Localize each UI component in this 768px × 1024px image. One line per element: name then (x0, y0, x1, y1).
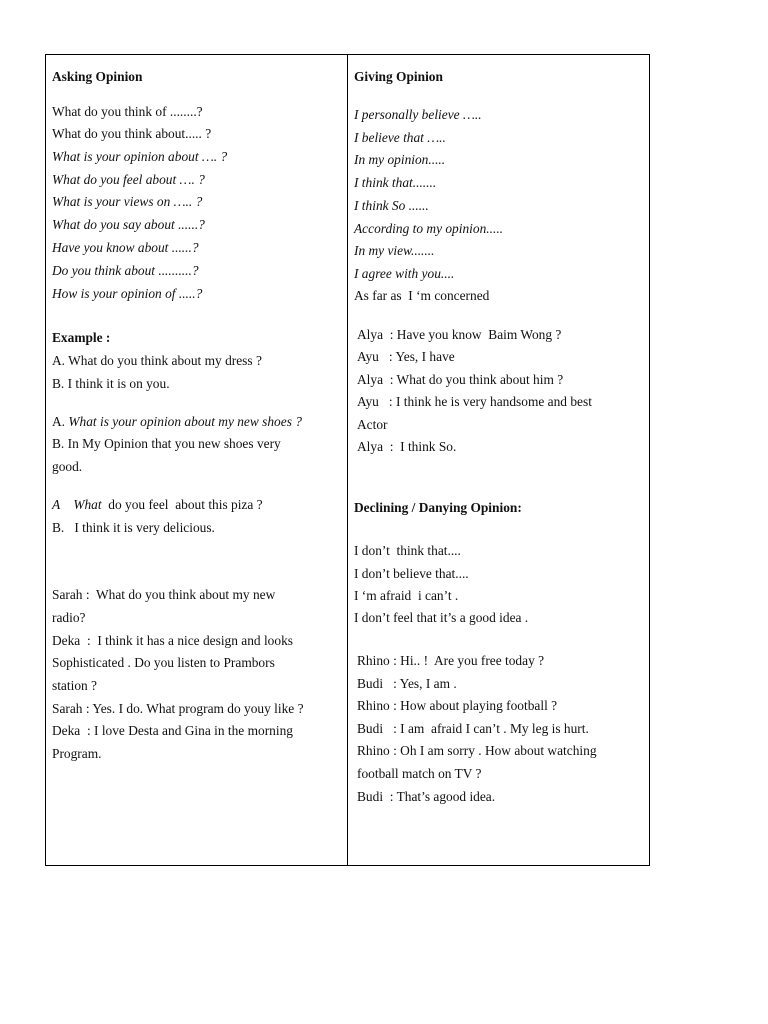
giving-item: In my view....... (354, 243, 435, 258)
dialog-line: Alya : Have you know Baim Wong ? (357, 327, 562, 342)
example-line (52, 497, 263, 513)
example-heading: Example : (52, 330, 111, 345)
declining-item: I don’t think that.... (354, 543, 461, 558)
column-divider (347, 55, 348, 865)
dialog-line: Budi : That’s agood idea. (357, 789, 496, 804)
dialog-line: Rhino : How about playing football ? (357, 698, 558, 713)
giving-item: I believe that ….. (354, 130, 446, 145)
asking-item: What do you say about ......? (52, 217, 205, 232)
example-line: good. (52, 459, 83, 474)
asking-item: How is your opinion of .....? (52, 286, 203, 301)
example-question: do you feel about this piza ? (101, 497, 263, 512)
giving-opinion-heading: Giving Opinion (354, 69, 443, 84)
asking-item: What do you feel about …. ? (52, 172, 205, 187)
dialog-line: Rhino : Hi.. ! Are you free today ? (357, 653, 545, 668)
asking-item: What do you think of ........? (52, 104, 203, 119)
declining-opinion-heading: Declining / Danying Opinion: (354, 500, 522, 515)
asking-item: What is your views on ….. ? (52, 194, 203, 209)
asking-opinion-heading: Asking Opinion (52, 69, 143, 84)
example-line: B. I think it is very delicious. (52, 520, 215, 535)
dialog-line: Deka : I think it has a nice design and looks (52, 633, 293, 648)
dialog-line: football match on TV ? (357, 766, 482, 781)
dialog-line: Sarah : What do you think about my new (52, 587, 276, 602)
dialog-line: radio? (52, 610, 86, 625)
giving-item: According to my opinion..... (354, 221, 504, 236)
asking-item: Have you know about ......? (52, 240, 199, 255)
giving-item: As far as I ‘m concerned (354, 288, 490, 303)
declining-item: I ‘m afraid i can’t . (354, 588, 459, 603)
dialog-line: Sarah : Yes. I do. What program do youy like ? (52, 701, 304, 716)
dialog-line: Alya : I think So. (357, 439, 457, 454)
example-what: What (73, 497, 102, 512)
dialog-line: Ayu : Yes, I have (357, 349, 455, 364)
giving-item: I personally believe ….. (354, 107, 482, 122)
giving-item: I think that....... (354, 175, 437, 190)
giving-item: In my opinion..... (354, 152, 446, 167)
example-line: B. In My Opinion that you new shoes very (52, 436, 281, 451)
example-prefix: A. (52, 414, 69, 429)
dialog-line: Sophisticated . Do you listen to Prambors (52, 655, 275, 670)
example-line: A. What do you think about my dress ? (52, 353, 262, 368)
dialog-line: Budi : I am afraid I can’t . My leg is hurt. (357, 721, 589, 736)
dialog-line: Ayu : I think he is very handsome and best (357, 394, 592, 409)
dialog-line: Actor (357, 417, 388, 432)
example-line (52, 414, 302, 430)
dialog-line: Deka : I love Desta and Gina in the morning (52, 723, 293, 738)
example-line: B. I think it is on you. (52, 376, 170, 391)
asking-item: Do you think about ..........? (52, 263, 199, 278)
example-question: What is your opinion about my new shoes ? (68, 414, 302, 429)
example-prefix: A (52, 497, 74, 512)
asking-item: What is your opinion about …. ? (52, 149, 228, 164)
dialog-line: Program. (52, 746, 102, 761)
declining-item: I don’t feel that it’s a good idea . (354, 610, 529, 625)
dialog-line: Alya : What do you think about him ? (357, 372, 564, 387)
dialog-line: station ? (52, 678, 97, 693)
dialog-line: Rhino : Oh I am sorry . How about watching (357, 743, 597, 758)
giving-item: I agree with you.... (354, 266, 455, 281)
declining-item: I don’t believe that.... (354, 566, 469, 581)
dialog-line: Budi : Yes, I am . (357, 676, 457, 691)
giving-item: I think So ...... (354, 198, 429, 213)
asking-item: What do you think about..... ? (52, 126, 212, 141)
